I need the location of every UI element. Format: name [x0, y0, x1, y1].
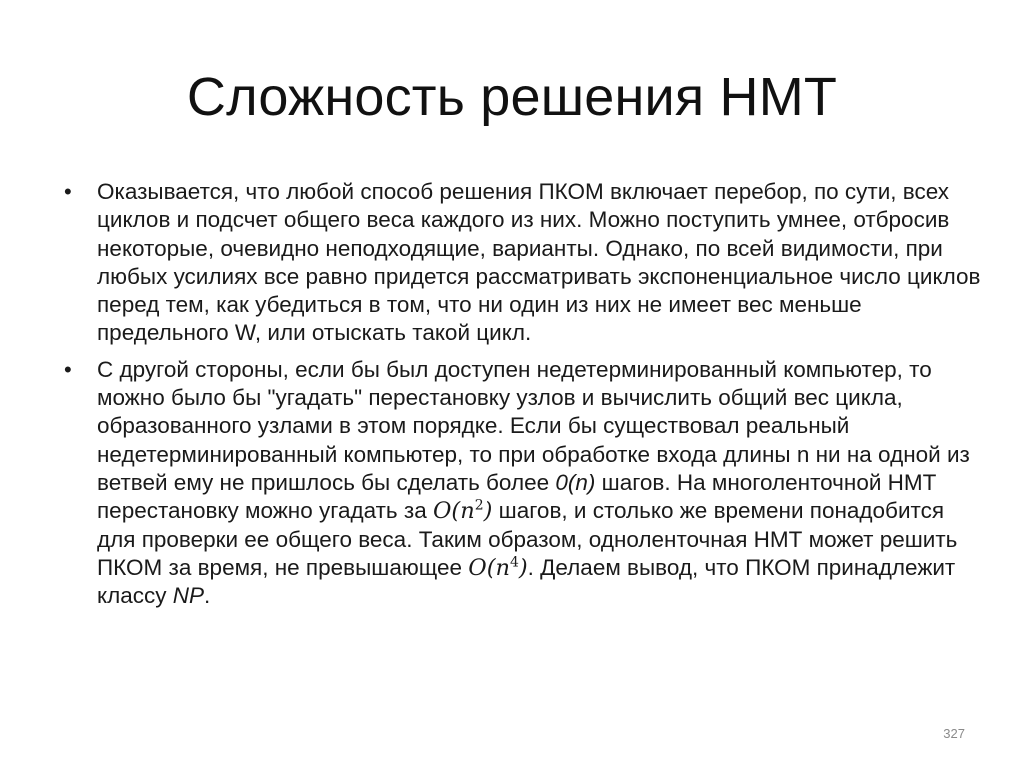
slide-title: Сложность решения НМТ: [186, 67, 838, 127]
bullet-icon: •: [64, 179, 72, 204]
complexity-n-squared: $O(n^2)$: [432, 497, 493, 525]
bullet-icon: •: [64, 356, 72, 382]
bullet-text-2-part3: шагов, и столько же времени понадобится для проверки ее общего веса. Таким образом, одноленточная НМТ может решить ПКОМ за время, не превышающее: [97, 498, 958, 580]
bullet-text-2-part2: шагов. На многоленточной НМТ перестановку можно угадать за: [97, 469, 937, 524]
bullet-item-1: [62, 178, 982, 348]
bullet-list: [62, 178, 982, 618]
bullet-text-2-part5: .: [204, 583, 211, 609]
complexity-n-fourth: $O(n^4)$: [468, 554, 528, 581]
complexity-linear: 0(n): [555, 469, 596, 495]
class-np: NP: [172, 583, 205, 609]
bullet-item-2: [62, 356, 982, 611]
page-number: 327: [943, 726, 965, 741]
bullet-text-2-part4: . Делаем вывод, что ПКОМ принадлежит классу: [97, 554, 956, 609]
bullet-text-1: Оказывается, что любой способ решения ПКОМ включает перебор, по сути, всех циклов и подсчет общего веса каждого из них. Можно поступить умнее, отбросив некоторые, очевидно неподходящие, варианты. Однако, по всей видимости, при любых усилиях все равно придется рассматривать экспоненциальное число циклов перед тем, как убедиться в том, что ни один из них не имеет вес меньше предельного W, или отыскать такой цикл.: [97, 179, 981, 346]
bullet-text-2-part1: С другой стороны, если бы был доступен недетерминированный компьютер, то можно было бы "угадать" перестановку узлов и вычислить общий вес цикла, образованного узлами в этом порядке. Если бы существовал реальный недетерминированный компьютер, то при обработке входа длины n ни на одной из ветвей ему не пришлось бы сделать более: [97, 356, 970, 495]
